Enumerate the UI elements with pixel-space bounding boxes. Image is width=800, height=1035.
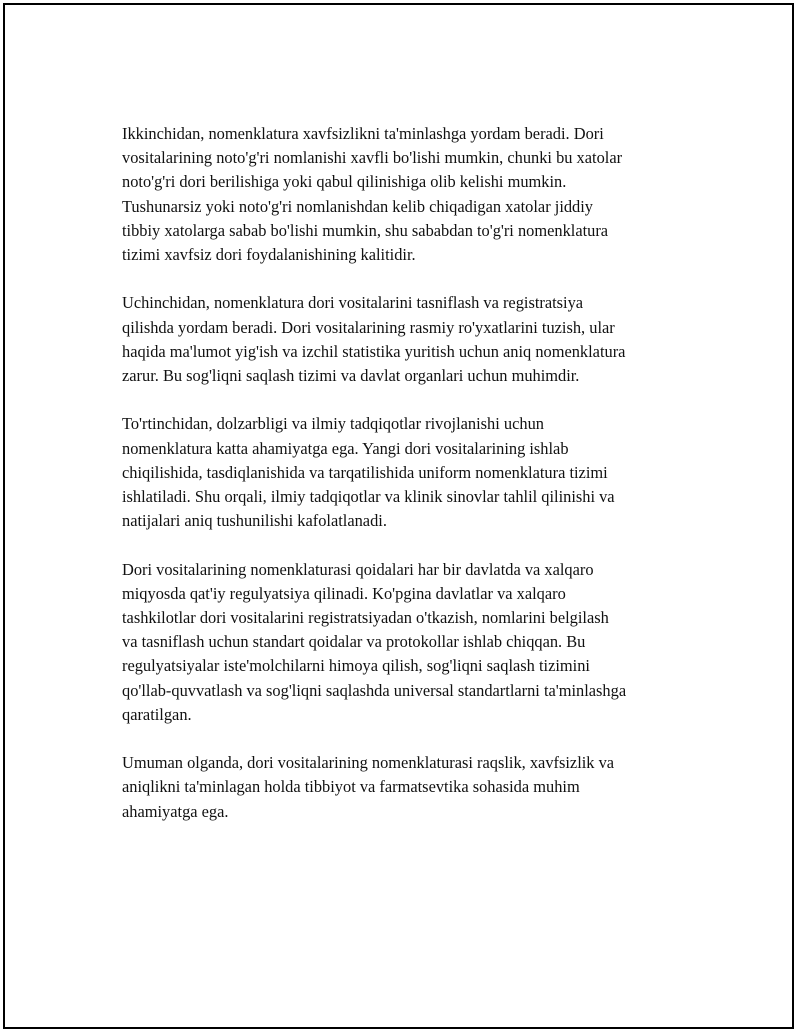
text-line: Uchinchidan, nomenklatura dori vositalarini tasniflash va registratsiya — [122, 293, 584, 313]
text-line: Umuman olganda, dori vositalarining nomenklaturasi raqslik, xavfsizlik va — [122, 753, 615, 773]
text-line: zarur. Bu sog'liqni saqlash tizimi va davlat organlari uchun muhimdir. — [122, 366, 580, 386]
document-body — [122, 122, 697, 848]
paragraph-5 — [122, 751, 697, 824]
text-line: va tasniflash uchun standart qoidalar va protokollar ishlab chiqqan. Bu — [122, 632, 586, 652]
text-line: ishlatiladi. Shu orqali, ilmiy tadqiqotlar va klinik sinovlar tahlil qilinishi va — [122, 487, 615, 507]
text-line: Ikkinchidan, nomenklatura xavfsizlikni ta'minlashga yordam beradi. Dori — [122, 124, 604, 143]
paragraph-3 — [122, 412, 697, 533]
text-line: vositalarining noto'g'ri nomlanishi xavfli bo'lishi mumkin, chunki bu xatolar — [122, 148, 623, 168]
text-line: aniqlikni ta'minlagan holda tibbiyot va farmatsevtika sohasida muhim — [122, 777, 580, 797]
text-line: qaratilgan. — [122, 704, 192, 724]
text-line: haqida ma'lumot yig'ish va izchil statistika yuritish uchun aniq nomenklatura — [122, 341, 626, 361]
text-line: ahamiyatga ega. — [122, 801, 229, 821]
text-line: Dori vositalarining nomenklaturasi qoidalari har bir davlatda va xalqaro — [122, 559, 594, 579]
text-line: chiqilishida, tasdiqlanishida va tarqatilishida uniform nomenklatura tizimi — [122, 462, 608, 482]
text-line: tizimi xavfsiz dori foydalanishining kalitidir. — [122, 245, 416, 265]
text-line: Tushunarsiz yoki noto'g'ri nomlanishdan kelib chiqadigan xatolar jiddiy — [122, 196, 594, 216]
text-line: miqyosda qat'iy regulyatsiya qilinadi. Ko'pgina davlatlar va xalqaro — [122, 583, 566, 603]
paragraph-1 — [122, 122, 697, 267]
paragraph-4 — [122, 558, 697, 727]
text-line: noto'g'ri dori berilishiga yoki qabul qilinishiga olib kelishi mumkin. — [122, 172, 567, 192]
text-line: tashkilotlar dori vositalarini registratsiyadan o'tkazish, nomlarini belgilash — [122, 608, 609, 628]
document-page — [3, 3, 794, 1029]
text-line: regulyatsiyalar iste'molchilarni himoya qilish, sog'liqni saqlash tizimini — [122, 656, 590, 676]
text-line: nomenklatura katta ahamiyatga ega. Yangi dori vositalarining ishlab — [122, 438, 569, 458]
text-line: qo'llab-quvvatlash va sog'liqni saqlashda universal standartlarni ta'minlashga — [122, 680, 627, 700]
paragraph-2 — [122, 291, 697, 388]
text-line: To'rtinchidan, dolzarbligi va ilmiy tadqiqotlar rivojlanishi uchun — [122, 414, 544, 434]
text-line: tibbiy xatolarga sabab bo'lishi mumkin, shu sababdan to'g'ri nomenklatura — [122, 220, 609, 240]
text-line: natijalari aniq tushunilishi kafolatlanadi. — [122, 511, 387, 531]
text-line: qilishda yordam beradi. Dori vositalarining rasmiy ro'yxatlarini tuzish, ular — [122, 317, 615, 337]
